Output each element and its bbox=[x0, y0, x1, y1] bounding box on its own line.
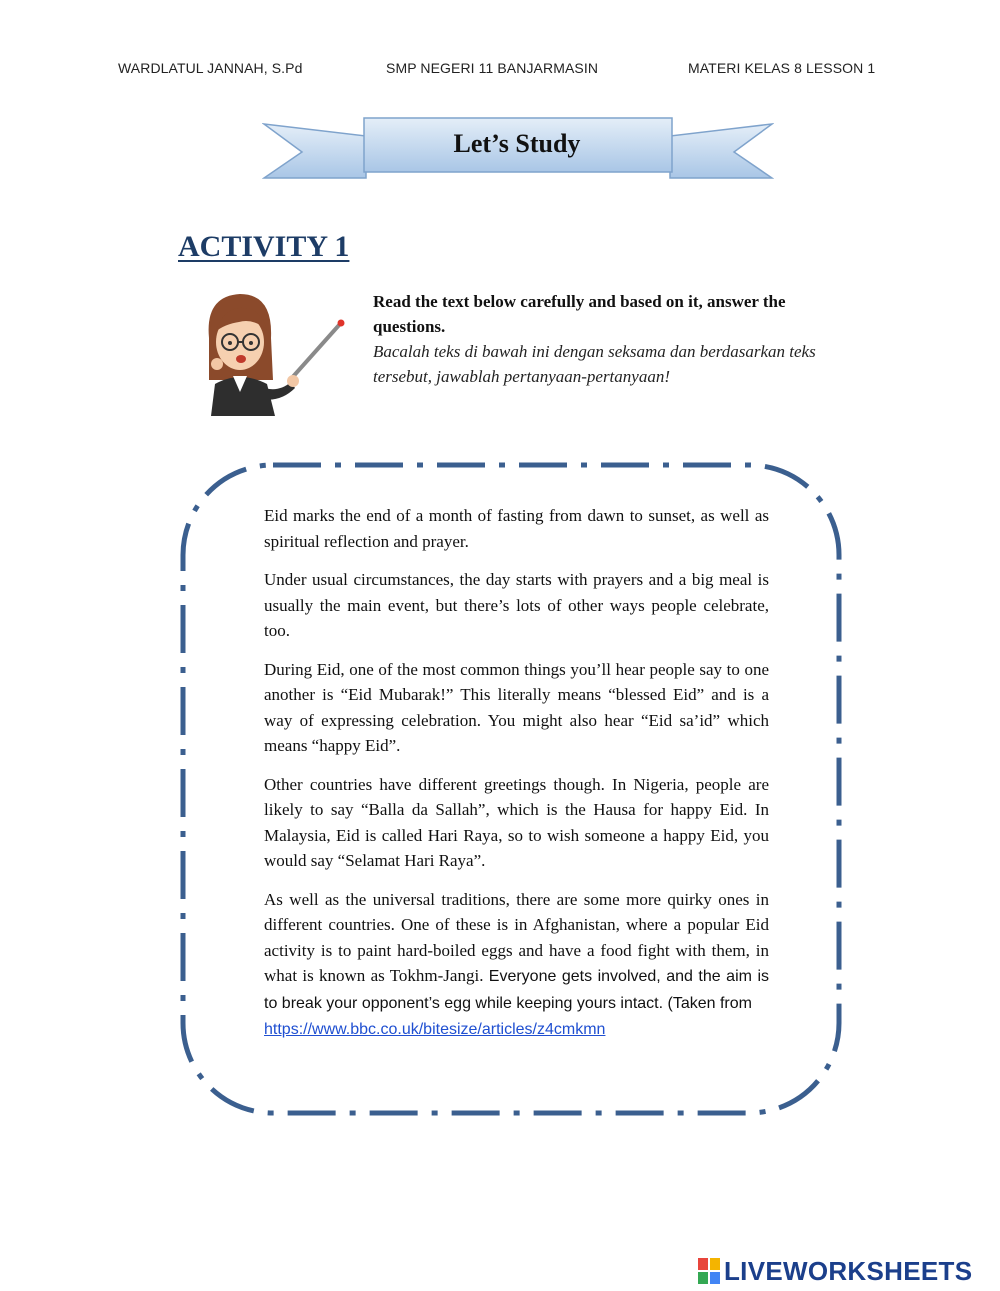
instruction-english: Read the text below carefully and based on it, answer the questions. bbox=[373, 292, 786, 336]
reading-paragraph-2: Under usual circumstances, the day starts with prayers and a big meal is usually the main event, but there’s lots of other ways people celebrate, too. bbox=[264, 570, 769, 640]
header-lesson: MATERI KELAS 8 LESSON 1 bbox=[688, 60, 876, 76]
header-school: SMP NEGERI 11 BANJARMASIN bbox=[386, 60, 599, 76]
instruction-block bbox=[373, 289, 825, 389]
instruction-indonesian: Bacalah teks di bawah ini dengan seksama dan berdasarkan teks tersebut, jawablah pertanyaan-pertanyaan! bbox=[373, 342, 816, 386]
reading-paragraph-3: During Eid, one of the most common things you’ll hear people say to one another is “Eid Mubarak!” This literally means “blessed Eid” and is a way of expressing celebration. You might also hear “Eid sa’id” which means “happy Eid”. bbox=[264, 659, 769, 755]
reading-paragraph-5-main: As well as the universal traditions, there are some more quirky ones in different countries. One of these is in Afghanistan, where a popular Eid activity is to paint hard-boiled eggs and have a food fight with them, in what is known as Tokhm-Jangi. bbox=[264, 889, 769, 985]
header-author: WARDLATUL JANNAH, S.Pd bbox=[118, 60, 303, 76]
liveworksheets-logo-icon bbox=[698, 1258, 720, 1284]
reading-text bbox=[264, 503, 769, 1056]
activity-title: ACTIVITY 1 bbox=[178, 230, 350, 263]
source-link[interactable]: https://www.bbc.co.uk/bitesize/articles/z4cmkmn bbox=[264, 1021, 606, 1038]
reading-paragraph-5-tail: Everyone gets involved, and the aim is to break your opponent’s egg while keeping yours intact. (Taken from bbox=[264, 968, 770, 1012]
reading-paragraph-4: Other countries have different greetings though. In Nigeria, people are likely to say “Balla da Sallah”, which is the Hausa for happy Eid. In Malaysia, Eid is called Hari Raya, so to wish someone a happy Eid, you would say “Selamat Hari Raya”. bbox=[264, 774, 769, 870]
reading-paragraph-1: Eid marks the end of a month of fasting from dawn to sunset, as well as spiritual reflection and prayer. bbox=[264, 506, 769, 551]
reading-paragraph-5 bbox=[264, 887, 769, 1043]
banner-title: Let’s Study bbox=[453, 129, 581, 158]
liveworksheets-logo[interactable] bbox=[698, 1256, 972, 1286]
liveworksheets-logo-text: LIVEWORKSHEETS bbox=[724, 1255, 973, 1286]
teacher-illustration bbox=[195, 288, 355, 416]
